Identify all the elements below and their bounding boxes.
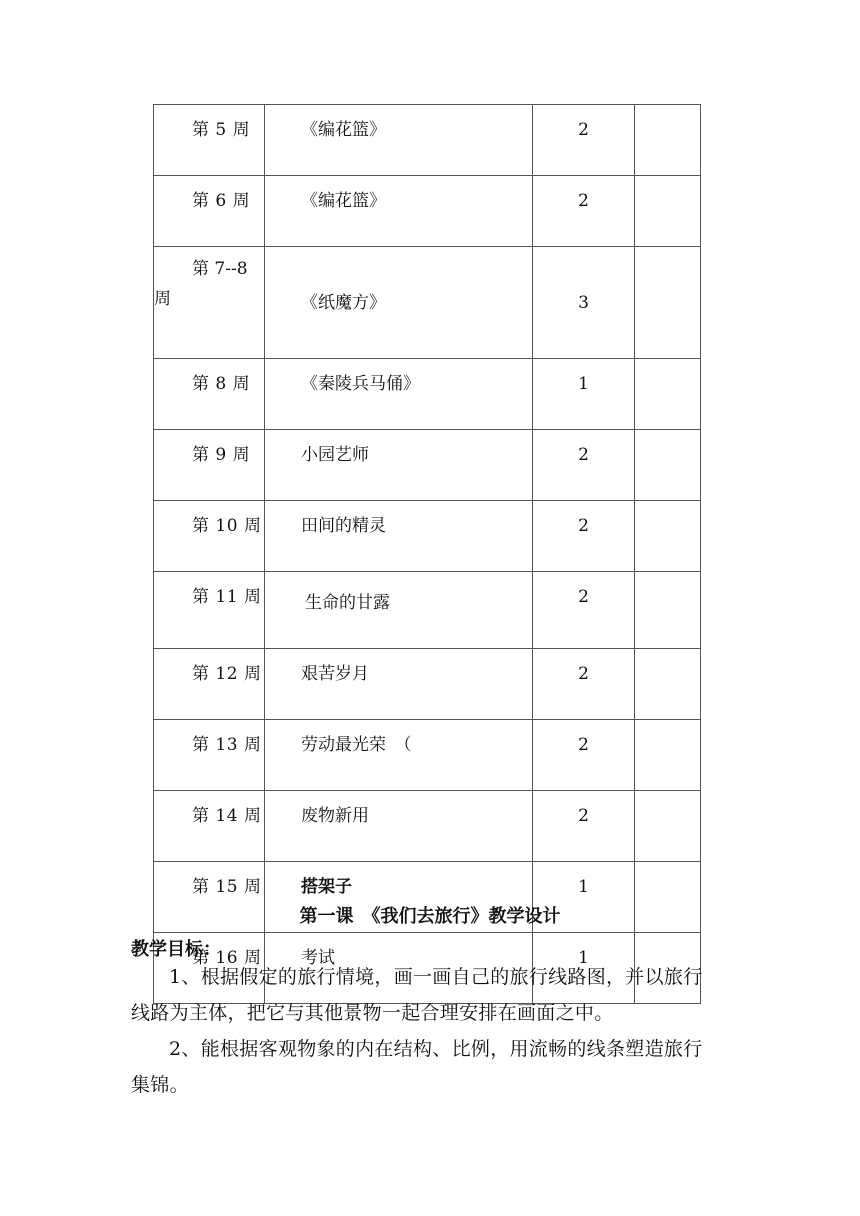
goals-heading: 教学目标：	[131, 939, 221, 960]
week-cell: 第 14 周	[154, 791, 265, 862]
week-cell: 第 9 周	[154, 430, 265, 501]
goal-2-line-1: 2、能根据客观物象的内在结构、比例，用流畅的线条塑造旅行	[169, 1038, 703, 1060]
table-row	[154, 720, 701, 791]
week-cell: 第 16 周	[154, 933, 265, 1004]
notes-cell	[635, 572, 701, 649]
table-row	[154, 247, 701, 359]
notes-cell	[635, 359, 701, 430]
lesson-title-cell: 田间的精灵	[265, 501, 533, 572]
table-row	[154, 176, 701, 247]
week-cell	[154, 247, 265, 359]
lesson-title-cell: 《编花篮》	[265, 105, 533, 176]
notes-cell	[635, 501, 701, 572]
goal-paragraph-2	[131, 1031, 751, 1103]
course-schedule-table	[153, 104, 701, 1004]
hours-cell: 2	[533, 105, 635, 176]
table-row	[154, 572, 701, 649]
hours-cell: 3	[533, 247, 635, 359]
lesson-title-cell: 废物新用	[265, 791, 533, 862]
lesson-title-cell: 《编花篮》	[265, 176, 533, 247]
goal-1-line-2: 线路为主体，把它与其他景物一起合理安排在画面之中。	[131, 1002, 614, 1024]
hours-cell: 1	[533, 862, 635, 933]
lesson-title-cell: 小园艺师	[265, 430, 533, 501]
lesson-title-cell: 艰苦岁月	[265, 649, 533, 720]
week-line-2: 周	[154, 289, 171, 309]
table-row	[154, 359, 701, 430]
hours-cell: 2	[533, 572, 635, 649]
goal-paragraph-1	[131, 959, 751, 1031]
week-cell: 第 11 周	[154, 572, 265, 649]
week-cell: 第 12 周	[154, 649, 265, 720]
notes-cell	[635, 176, 701, 247]
lesson-title-cell: 《秦陵兵马俑》	[265, 359, 533, 430]
hours-cell: 2	[533, 720, 635, 791]
goal-2-line-2: 集锦。	[131, 1074, 189, 1096]
notes-cell	[635, 247, 701, 359]
goal-1-line-1: 1、根据假定的旅行情境，画一画自己的旅行线路图，并以旅行	[169, 966, 703, 988]
table-row	[154, 105, 701, 176]
table-row	[154, 649, 701, 720]
notes-cell	[635, 791, 701, 862]
lesson-title-cell: 考试	[265, 933, 533, 1004]
notes-cell	[635, 430, 701, 501]
week-cell: 第 5 周	[154, 105, 265, 176]
hours-cell: 2	[533, 176, 635, 247]
lesson-title-cell: 生命的甘露	[265, 572, 533, 649]
lesson-title-cell: 《纸魔方》	[265, 247, 533, 359]
notes-cell	[635, 720, 701, 791]
lesson-heading: 第一课 《我们去旅行》教学设计	[299, 906, 561, 927]
hours-cell: 1	[533, 933, 635, 1004]
table-row	[154, 791, 701, 862]
table-row	[154, 501, 701, 572]
week-cell: 第 10 周	[154, 501, 265, 572]
notes-cell	[635, 105, 701, 176]
week-cell: 第 8 周	[154, 359, 265, 430]
table-row	[154, 430, 701, 501]
hours-cell: 1	[533, 359, 635, 430]
hours-cell: 2	[533, 430, 635, 501]
lesson-title-cell: 劳动最光荣 （	[265, 720, 533, 791]
hours-cell: 2	[533, 791, 635, 862]
hours-cell: 2	[533, 649, 635, 720]
week-cell: 第 15 周	[154, 862, 265, 933]
lesson-title-cell: 搭架子	[265, 862, 533, 933]
notes-cell	[635, 649, 701, 720]
week-cell: 第 6 周	[154, 176, 265, 247]
hours-cell: 2	[533, 501, 635, 572]
week-cell: 第 13 周	[154, 720, 265, 791]
week-line-1: 第 7--8	[192, 259, 248, 279]
